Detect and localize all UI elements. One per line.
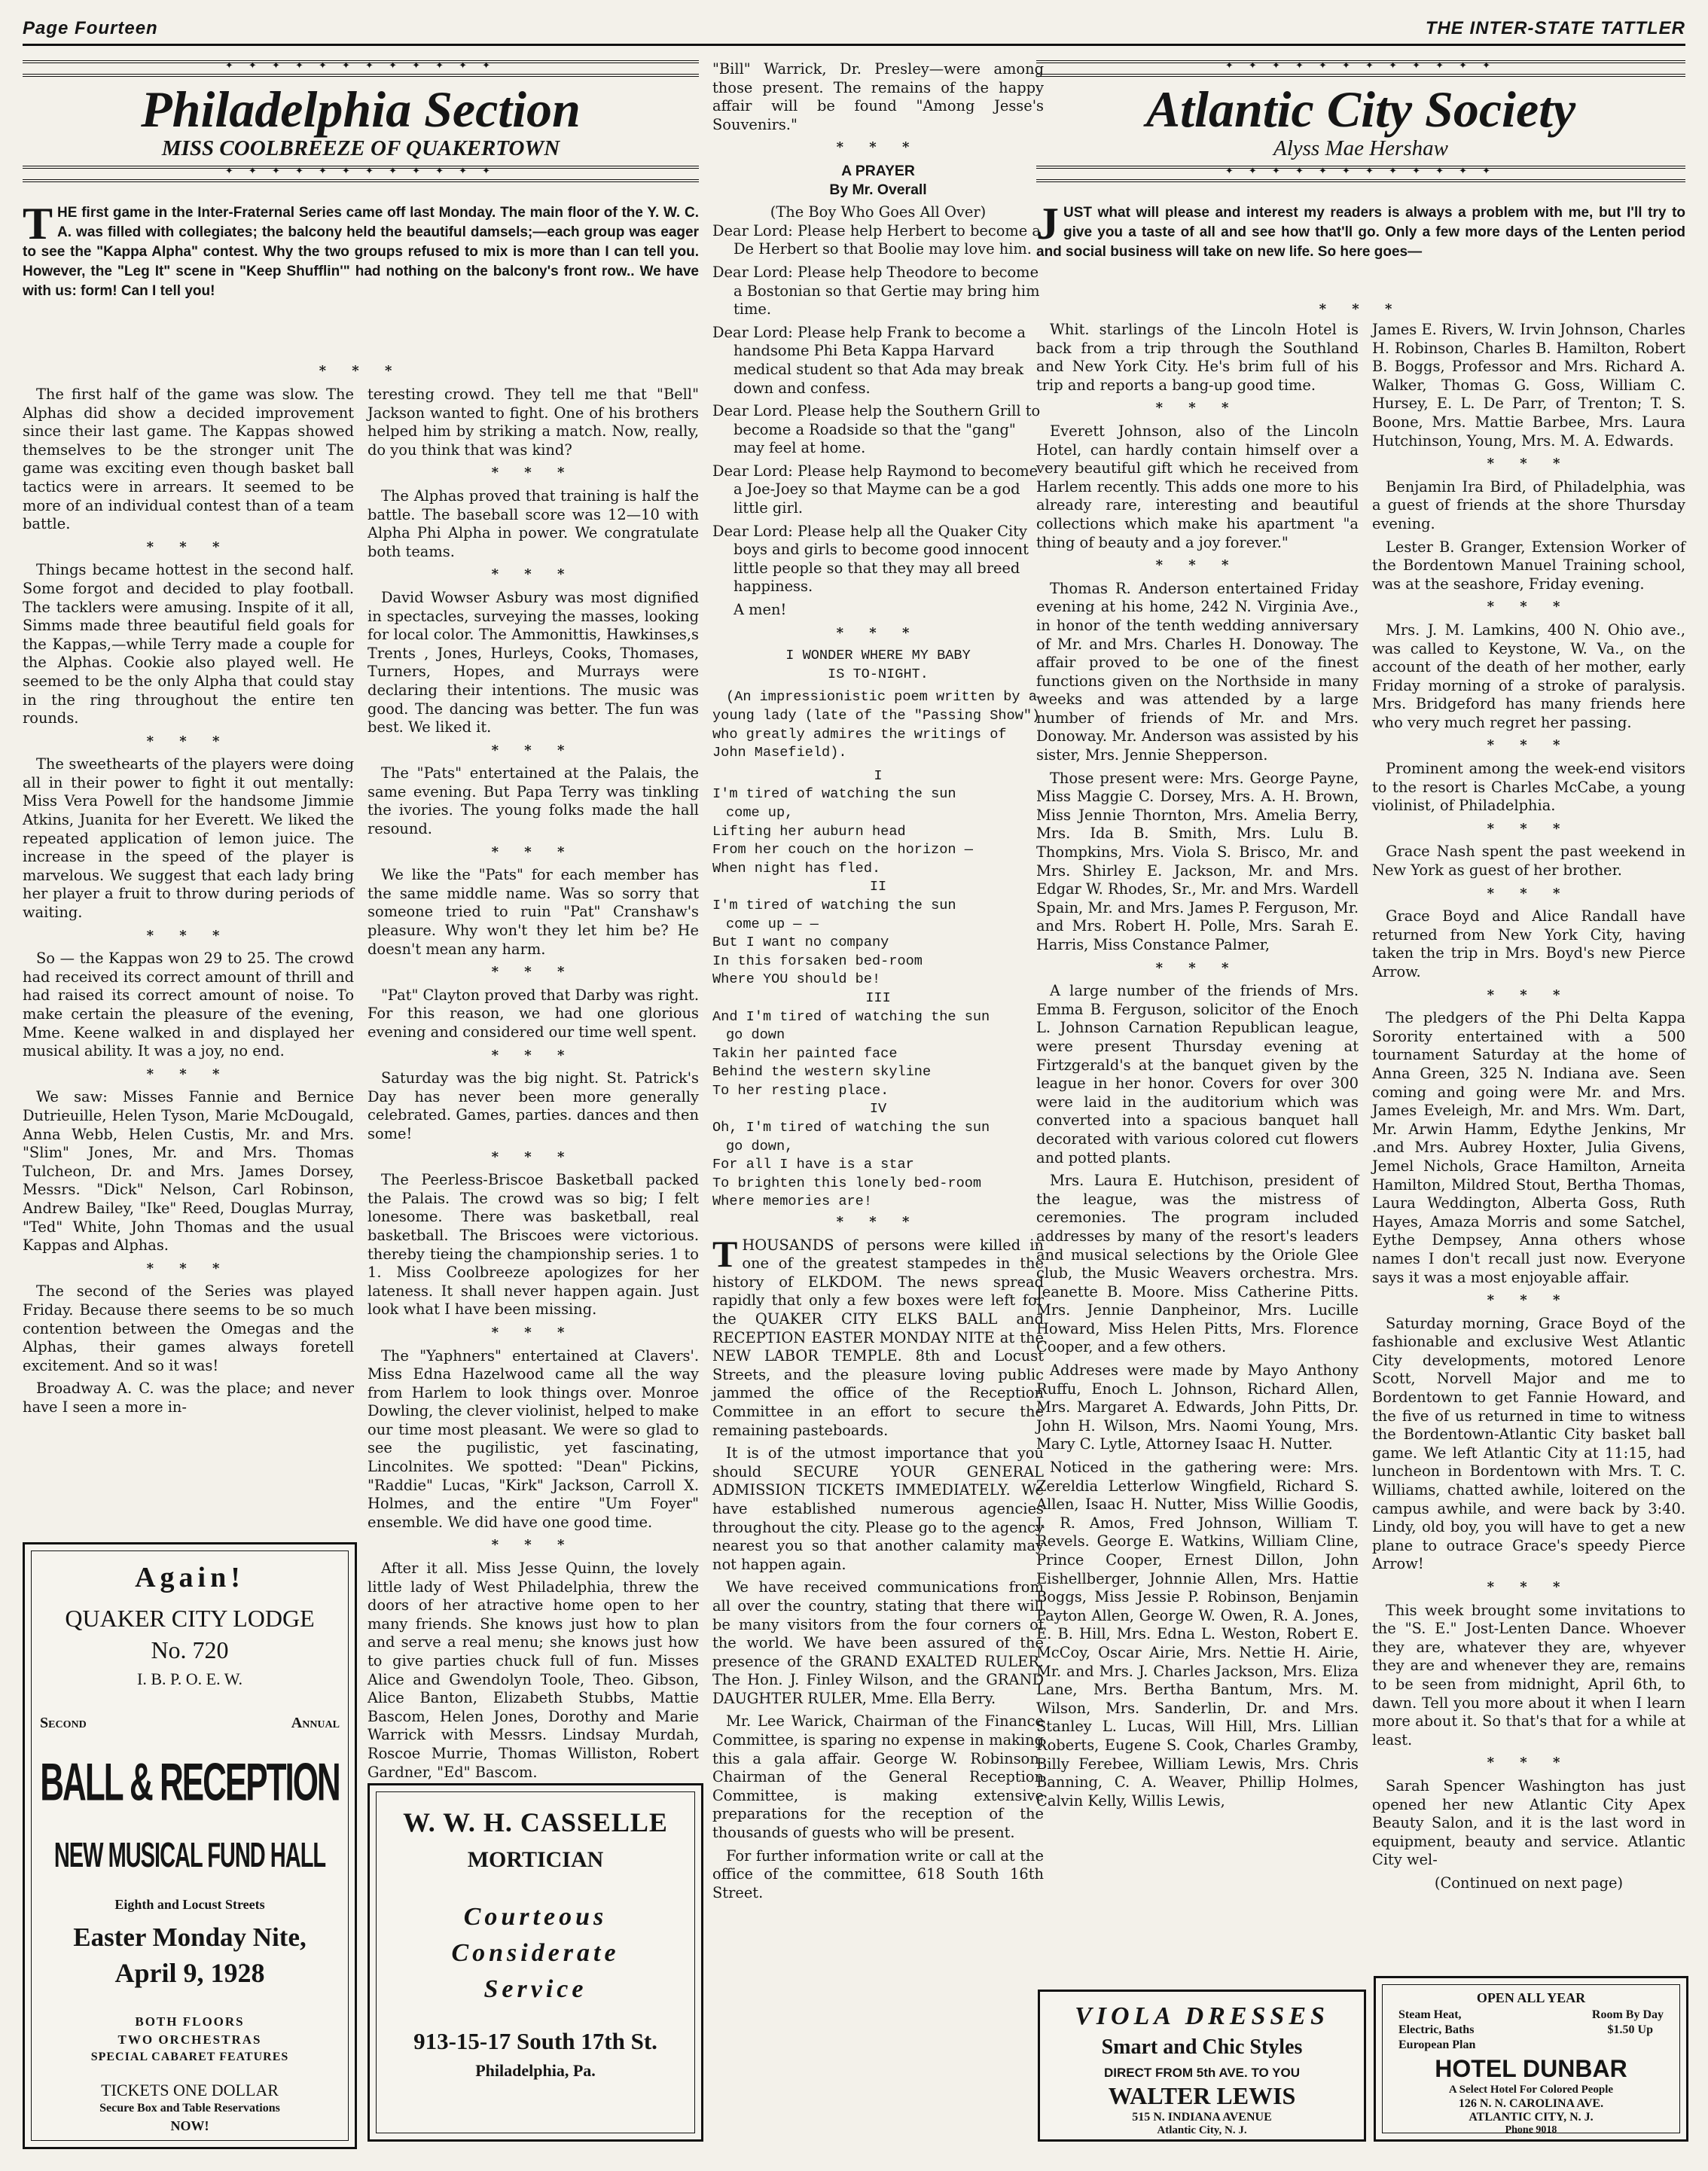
atlantic-city-header [1036, 60, 1685, 187]
poem-line: To brighten this lonely bed-room [712, 1175, 982, 1191]
divider-dots: * * * [1155, 557, 1240, 574]
poem-line: come up — — [726, 916, 819, 932]
paragraph: It is of the utmost importance that you should SECURE YOUR GENERAL ADMISSION TICKETS IMMEDIATELY. We have established numerous agencies throughout the city. Please go to the agency nearest you so that another calamity may not happen again. [712, 1444, 1044, 1573]
ad-hall: NEW MUSICAL FUND HALL [53, 1837, 326, 1876]
divider-dots: * * * [836, 624, 920, 641]
ad-lodge: QUAKER CITY LODGE [65, 1605, 315, 1632]
casselle-mortician-ad [368, 1783, 703, 2142]
poem-line: For all I have is a star [712, 1157, 914, 1173]
poem-title: IS TO-NIGHT. [828, 666, 929, 682]
prayer-line: Dear Lord: Please help Frank to become a handsome Phi Beta Kappa Harvard medical student so that Ada may break down and confess. [712, 323, 1026, 397]
paragraph: Everett Johnson, also of the Lincoln Hotel, can hardly contain himself over a very beautiful gift which he received from Harlem recently. This adds one more to his already rare, interesting and beautiful collections which make his apartment "a thing of beauty and a joy forever." [1036, 422, 1359, 551]
poem-line: I'm tired of watching the sun [712, 786, 956, 803]
paragraph: Sarah Spencer Washington has just opened her new Atlantic City Apex Beauty Salon, and it is the last word in equipment, beauty and service. Atlantic City wel- [1372, 1776, 1685, 1869]
divider-dots: * * * [319, 363, 403, 379]
poem [712, 647, 1044, 1212]
divider-dots: * * * [1319, 301, 1403, 317]
newspaper-page [23, 14, 1685, 2160]
paragraph: We have received communications from all over the country, stating that there will be many visitors from the four corners of the world. We have been assured of the presence of the GRAND EXALTED RULER. The Hon. J. Finley Wilson, and the GRAND DAUGHTER RULER, Mme. Ella Berry. [712, 1578, 1044, 1707]
ornament-rule [23, 166, 699, 182]
poem-intro: (An impressionistic poem written by a young lady (late of the "Passing Show") who greatly admires the writings of John Masefield). [712, 689, 1041, 761]
ad-again: Again! [135, 1562, 245, 1593]
ornament-rule [23, 60, 699, 77]
poem-line: Takin her painted face [712, 1045, 898, 1062]
ad-role: MORTICIAN [467, 1847, 604, 1872]
divider-dots: * * * [491, 843, 575, 860]
divider-dots: * * * [491, 566, 575, 583]
poem-line: In this forsaken bed-room [712, 953, 923, 969]
ad-name: W. W. H. CASSELLE [403, 1807, 668, 1837]
philadelphia-column-1 [23, 386, 354, 1421]
paragraph: Thomas R. Anderson entertained Friday evening at his home, 242 N. Virginia Ave., in honor of the tenth wedding anniversary of Mr. and Mrs. Charles H. Donoway. The affair proved to be one of the finest functions given on the Northside in many weeks and was attended by a large number of friends of Mr. and Mrs. Donoway. Mr. Anderson was assisted by his sister, Mrs. Jennie Shepperson. [1036, 579, 1359, 764]
center-column [712, 60, 1044, 1907]
paragraph: We like the "Pats" for each member has the same middle name. Was so sorry that someone tried to ruin "Pat" Cranshaw's pleasure. Why won't they let him be? He doesn't mean any harm. [368, 866, 699, 958]
poem-line: Where YOU should be! [712, 971, 881, 988]
section-title: Philadelphia Section [141, 81, 581, 138]
ornament-rule [1036, 166, 1685, 182]
philadelphia-header [23, 60, 699, 187]
lead-text: HE first game in the Inter-Fraternal Series came off last Monday. The main floor of the Y. W. C. A. was filled with collegiates; the balcony held the beautiful damsels;—each group was eager to see the "Kappa Alpha" contest. Why the two groups refused to mix is more than I can tell you. However, the "Leg It" scene in "Keep Shufflin'" had nothing on the balcony's front row.. We have with us: form! Can I tell you! [23, 205, 699, 299]
ad-ball: BALL & RECEPTION [40, 1753, 340, 1813]
paragraph: Lester B. Granger, Extension Worker of the Bordentown Manuel Training school, was at the seashore, Friday evening. [1372, 538, 1685, 593]
atlantic-city-column-2 [1372, 321, 1685, 1893]
ad-tickets: TICKETS ONE DOLLAR [101, 2081, 279, 2099]
elks-text: HOUSANDS of persons were killed in one of the greatest stampedes in the history of ELKDOM. The news spread rapidly that only a few boxes were left for the QUAKER CITY ELKS BALL and RECEPTION EASTER MONDAY NITE at the NEW LABOR TEMPLE. 8th and Locust Streets, and the pleasure loving public jammed the office of the Reception Committee in an effort to secure the remaining pasteboards. [712, 1236, 1044, 1439]
stanza-number: II [869, 879, 887, 895]
hotel-dunbar-ad [1374, 1976, 1688, 2142]
section-subtitle: MISS COOLBREEZE OF QUAKERTOWN [161, 136, 560, 160]
ad-floors: BOTH FLOORS [135, 2014, 245, 2029]
prayer-line: Dear Lord: Please help all the Quaker City boys and girls to become good innocent little people so that they may all breed happiness. [712, 522, 1029, 596]
ad-streets: Eighth and Locust Streets [114, 1897, 265, 1912]
drop-cap: T [23, 199, 53, 249]
poem-line: Behind the western skyline [712, 1064, 932, 1081]
poem-line: Where memories are! [712, 1194, 873, 1210]
drop-cap: J [1036, 199, 1059, 249]
poem-line: come up, [726, 804, 794, 821]
prayer-line: Dear Lord: Please help Raymond to become a Joe-Joey so that Mayme can be a god little girl. [712, 462, 1039, 517]
prayer-line: Dear Lord. Please help the Southern Grill to become a Roadside so that the "gang" may feel at home. [712, 402, 1041, 457]
paragraph: A large number of the friends of Mrs. Emma B. Ferguson, solicitor of the Enoch L. Johnson Carnation Republican league, were present Thursday evening at Firtzgerald's at the banquet given by the league in her honor. Covers for over 300 were laid in the auditorium which was converted into a spacious banquet hall decorated with various colored cut flowers and potted plants. [1036, 982, 1359, 1166]
poem-line: From her couch on the horizon — [712, 842, 973, 858]
paragraph: Mrs. J. M. Lamkins, 400 N. Ohio ave., was called to Keystone, W. Va., on the account of the death of her mother, early Friday morning of a stroke of paralysis. Mrs. Bridgeford has many friends here who very much regret her passing. [1372, 621, 1685, 731]
drop-cap: T [712, 1232, 738, 1275]
paragraph: This week brought some invitations to the "S. E." Jost-Lenten Dance. Whoever they are, whatever they are, whyever they are and whenever they are, remains to be seen from midnight, April 6th, to dawn. Tell you more about it when I learn more about it. So that's that for a while at least. [1372, 1601, 1685, 1749]
paragraph: So — the Kappas won 29 to 25. The crowd had received its correct amount of thrill and had raised its correct amount of noise. To make certain the pleasure of the evening, Mme. Keene walked in and displayed her musical ability. It was a joy, no end. [23, 950, 354, 1060]
lead-text: UST what will please and interest my readers is always a problem with me, but I'll try to give you a taste of all and see how that'll go. Only a few more days of the Lenten period and social business will take on new life. So here goes— [1036, 205, 1685, 260]
divider-dots: * * * [1487, 1292, 1571, 1309]
ad-tagline: Smart and Chic Styles [1101, 2035, 1303, 2059]
divider-dots: * * * [146, 927, 230, 944]
divider-dots: * * * [491, 964, 575, 980]
divider-dots: * * * [1155, 400, 1240, 416]
divider-dots: * * * [146, 538, 230, 555]
paragraph: The second of the Series was played Friday. Because there seems to be so much contention between the Omegas and the Alphas, their games always foretell excitement. And so it was! [23, 1282, 354, 1374]
prayer-subtitle: (The Boy Who Goes All Over) [770, 203, 987, 221]
paragraph: Those present were: Mrs. George Payne, Miss Maggie C. Dorsey, Mrs. A. H. Brown, Miss Jennie Thornton, Mrs. Amelia Berry, Mrs. Ida B. Smith, Mrs. Lulu B. Thompkins, Mrs. Viola S. Brisco, Mr. and Mrs. Shirley E. Jackson, Mr. and Mrs. Edgar W. Rhodes, Sr., Mr. and Mrs. Wardell Spain, Mr. and Mrs. James P. Ferguson, Mr. and Mrs. Robert H. Polle, Mrs. Sarah E. Harris, Miss Constance Palmer, [1036, 769, 1359, 953]
divider-dots: * * * [836, 1214, 920, 1230]
ad-select: A Select Hotel For Colored People [1448, 2084, 1614, 2096]
divider-dots: * * * [1487, 456, 1571, 472]
ad-second: Second [40, 1715, 87, 1731]
prayer-byline: By Mr. Overall [829, 181, 927, 198]
philadelphia-lead [23, 199, 699, 301]
ad-order: I. B. P. O. E. W. [137, 1669, 242, 1688]
ad-open: OPEN ALL YEAR [1476, 1990, 1586, 2005]
prayer-title: A PRAYER [841, 162, 915, 179]
ad-address: 126 N. N. CAROLINA AVE. [1458, 2097, 1604, 2110]
ad-city: ATLANTIC CITY, N. J. [1469, 2111, 1594, 2124]
ad-plan: European Plan [1398, 2038, 1476, 2051]
paragraph: For further information write or call at the office of the committee, 618 South 16th Street. [712, 1846, 1044, 1901]
poem-line: To her resting place. [712, 1082, 889, 1099]
paragraph: The pledgers of the Phi Delta Kappa Sorority entertained with a 500 tournament Saturday at the home of Anna Green, 325 N. Indiana ave. Seen coming and going were Mr. and Mrs. James Eveleigh, Mr. and Mrs. Wm. Dart, Mr. Arwin Hamm, Edythe Jenkins, Mr .and Mrs. Aubrey Hoxter, Julia Givens, Jemel Nichols, Grace Hamilton, Arneita Hamilton, Mildred Stout, Bertha Thomas, Laura Weddington, Alberta Goss, Ruth Hayes, Amaza Morris and some Satchel, Eythe Dempsey, Anna others whose names I don't recall just now. Everyone says it was a most enjoyable affair. [1372, 1009, 1685, 1286]
poem-line: When night has fled. [712, 860, 881, 877]
ad-name: VIOLA DRESSES [1075, 2002, 1329, 2030]
ad-room: Room By Day [1591, 2008, 1664, 2021]
ad-owner: WALTER LEWIS [1108, 2082, 1296, 2109]
viola-dresses-ad [1038, 1990, 1366, 2142]
paragraph: teresting crowd. They tell me that "Bell" Jackson wanted to fight. One of his brothers helped him by striking a match. Now, really, do you think that was kind? [368, 386, 699, 459]
divider-dots: * * * [1487, 820, 1571, 837]
poem-line: I'm tired of watching the sun [712, 897, 956, 913]
paragraph: Things became hottest in the second half. Some forgot and decided to play football. The tacklers were amusing. Inspite of it all, Simms made three beautiful field goals for the Kappas,—while Terry made a couple for the Alphas. Cookie also played well. He seemed to be the only Alpha that could stay in the ring throughout the entire ten rounds. [23, 561, 354, 727]
ad-line: Courteous [463, 1903, 608, 1931]
divider-dots: * * * [1155, 959, 1240, 976]
paragraph: Prominent among the week-end visitors to the resort is Charles McCabe, a young violinist, of Philadelphia. [1372, 760, 1685, 815]
paragraph: The "Yaphners" entertained at Clavers'. Miss Edna Hazelwood came all the way from Harlem to look things over. Monroe Dowling, the clever violinist, helped to make our time most pleasant. We were so glad to see the pugilistic, yet fascinating, Lincolnites. We spotted: "Dean" Pickins, "Raddie" Lucas, "Kirk" Jackson, Carroll X. Holmes, and the entire "Um Foyer" ensemble. We did have one good time. [368, 1346, 699, 1531]
ad-orchestras: TWO ORCHESTRAS [117, 2032, 262, 2047]
paragraph: The Peerless-Briscoe Basketball packed the Palais. The crowd was so big; I felt lonesome. There was basketball, real basketball. The Briscoes were victorious. thereby tieing the championship series. 1 to 1. Miss Coolbreeze apologizes for her lateness. It shall never happen again. Just look what I have been missing. [368, 1171, 699, 1319]
header-rule [23, 44, 1685, 46]
divider-dots: * * * [491, 465, 575, 481]
section-byline: Alyss Mae Hershaw [1273, 136, 1448, 160]
stanza-number: III [865, 989, 891, 1006]
page-header [23, 14, 1685, 44]
elks-ball-ad [23, 1542, 357, 2149]
ad-city: Philadelphia, Pa. [475, 2061, 596, 2080]
ad-lodge-number: No. 720 [151, 1636, 229, 1663]
paragraph: Broadway A. C. was the place; and never have I seen a more in- [23, 1380, 354, 1416]
ad-rate: $1.50 Up [1607, 2023, 1653, 2036]
divider-dots: * * * [1487, 1579, 1571, 1595]
ad-line: Service [483, 1975, 587, 2003]
divider-dots: * * * [836, 139, 920, 156]
paragraph: Addreses were made by Mayo Anthony Ruffu, Enoch L. Johnson, Richard Allen, Mrs. Margaret A. Edwards, John Pitts, Dr. John H. Wilson, Mrs. Naomi Young, Mrs. Mary C. Lytle, Attorney Isaac H. Nutter. [1036, 1361, 1359, 1453]
section-title: Atlantic City Society [1145, 81, 1576, 138]
poem-title: I WONDER WHERE MY BABY [785, 648, 971, 664]
divider-dots: * * * [1487, 599, 1571, 615]
paragraph: The Alphas proved that training is half the battle. The baseball score was 12—10 with Alpha Phi Alpha in power. We congratulate both teams. [368, 486, 699, 560]
paragraph: James E. Rivers, W. Irvin Johnson, Charles H. Robinson, Charles B. Hamilton, Robert B. Boggs, Professor and Mrs. Richard A. Walker, Thomas G. Goss, William C. Hursey, E. L. De Parr, of Trenton; T. S. Boone, Mrs. Mattie Barbee, Mrs. Laura Hutchinson, Young, Mrs. M. A. Edwards. [1372, 321, 1685, 450]
paragraph: The first half of the game was slow. The Alphas did show a decided improvement since their last game. The Kappas showed themselves to be the stronger unit The game was exciting even though basket ball tactics were in arrears. It seemed to be more of an individual contest than of a team battle. [23, 386, 354, 533]
ad-nite: Easter Monday Nite, [73, 1922, 307, 1952]
ad-electric: Electric, Baths [1398, 2023, 1475, 2036]
poem-line: And I'm tired of watching the sun [712, 1008, 990, 1025]
paragraph: Saturday morning, Grace Boyd of the fashionable and exclusive West Atlantic City developments, motored Lenore Scott, Norvell Major and me to Bordentown to get Fannie Howard, and the five of us returned in time to witness the Bordentown-Atlantic City basket ball game. We left Atlantic City at 11:15, had luncheon in Bordentown with Mrs. T. C. Williams, chatted awhile, loitered on the campus awhile, and were back by 3:40. Lindy, old boy, you will have to get a new plane to outrace Grace's speedy Pierce Arrow! [1372, 1314, 1685, 1573]
ad-boxes: Secure Box and Table Reservations [99, 2102, 280, 2115]
prayer-line: Dear Lord: Please help Herbert to become a De Herbert so that Boolie may love him. [712, 221, 1041, 258]
ad-line: Considerate [451, 1939, 620, 1967]
atlantic-city-column-1 [1036, 321, 1359, 1815]
paragraph: The "Pats" entertained at the Palais, the same evening. But Papa Terry was tinkling the ivories. The young folks made the hall resound. [368, 764, 699, 838]
poem-line: Oh, I'm tired of watching the sun [712, 1120, 990, 1136]
prayer-line: A men! [734, 601, 787, 619]
ad-address: 913-15-17 South 17th St. [413, 2028, 657, 2054]
ad-hotel-name: HOTEL DUNBAR [1435, 2055, 1627, 2082]
divider-dots: * * * [491, 1148, 575, 1165]
ornament-rule [1036, 60, 1685, 77]
paragraph: Whit. starlings of the Lincoln Hotel is back from a trip through the Southland and New York City. He's brim full of his trip and reports a bang-up good time. [1036, 321, 1359, 394]
paragraph: Benjamin Ira Bird, of Philadelphia, was a guest of friends at the shore Thursday evening. [1372, 477, 1685, 532]
paragraph: "Pat" Clayton proved that Darby was right. For this reason, we had one glorious evening and considered our time well spent. [368, 986, 699, 1041]
ad-address: 515 N. INDIANA AVENUE [1132, 2111, 1272, 2124]
divider-dots: * * * [491, 742, 575, 758]
ad-annual: Annual [291, 1715, 340, 1731]
divider-dots: * * * [491, 1047, 575, 1063]
paragraph: Mrs. Laura E. Hutchison, president of the league, was the mistress of ceremonies. The program included addresses by many of the resort's leaders and musical selections by the Oriole Glee club, the Music Weavers orchestra. Mrs. Jeanette B. Moore. Miss Catherine Pitts. Mrs. Jennie Danpheinor, Mrs. Lucille Howard, Miss Helen Pitts, Mrs. Florence Cooper, and a few others. [1036, 1172, 1359, 1356]
paper-name: THE INTER-STATE TATTLER [1425, 18, 1685, 38]
paragraph: Saturday was the big night. St. Patrick's Day has never been more generally celebrated. Games, parties. dances and then some! [368, 1069, 699, 1142]
paragraph: Grace Boyd and Alice Randall have returned from New York City, having taken the trip in Mrs. Boyd's new Pierce Arrow. [1372, 907, 1685, 980]
ad-phone: Phone 9018 [1505, 2124, 1557, 2136]
stanza-number: I [874, 767, 883, 784]
ad-now: NOW! [170, 2118, 209, 2133]
ad-city: Atlantic City, N. J. [1157, 2124, 1247, 2136]
continued-note: (Continued on next page) [1434, 1874, 1624, 1892]
divider-dots: * * * [146, 1066, 230, 1082]
stanza-number: IV [869, 1101, 887, 1118]
poem-line: go down, [726, 1138, 794, 1154]
page-number: Page Fourteen [23, 18, 158, 38]
ad-steam: Steam Heat, [1398, 2008, 1462, 2021]
prayer-line: Dear Lord: Please help Theodore to become a Bostonian so that Gertie may bring him time. [712, 263, 1040, 319]
divider-dots: * * * [1487, 737, 1571, 754]
paragraph [712, 1232, 1044, 1441]
divider-dots: * * * [146, 733, 230, 749]
paragraph: Grace Nash spent the past weekend in New York as guest of her brother. [1372, 843, 1685, 880]
divider-dots: * * * [491, 1537, 575, 1554]
paragraph: David Wowser Asbury was most dignified in spectacles, surveying the masses, looking for local color. The Ammonittis, Hawkinses,s Trents , Jones, Hurleys, Cooks, Thomases, Turners, Hopes, and Murrays were declaring their intentions. The music was good. The dancing was better. The fun was best. We liked it. [368, 588, 699, 736]
divider-dots: * * * [491, 1324, 575, 1340]
ad-date: April 9, 1928 [114, 1958, 265, 1988]
paragraph: "Bill" Warrick, Dr. Presley—were among those present. The remains of the happy affair will be found "Among Jesse's Souvenirs." [712, 60, 1044, 133]
divider-dots: * * * [146, 1260, 230, 1276]
philadelphia-column-2 [368, 386, 699, 1786]
divider-dots: * * * [1487, 986, 1571, 1003]
atlantic-city-lead [1036, 199, 1685, 262]
paragraph: After it all. Miss Jesse Quinn, the lovely little lady of West Philadelphia, threw the doors of her atractive home open to her many friends. She knows just how to plan and serve a real menu; she knows just how to give parties chuck full of fun. Misses Alice and Gwendolyn Toole, Theo. Gibson, Alice Banton, Elizabeth Stubbs, Mattie Bascom, Helen Jones, Dorothy and Marie Warrick with Messrs. Lindsay Murdah, Roscoe Murrie, Thomas Williston, Robert Gardner, "Ed" Bascom. [368, 1560, 699, 1781]
poem-line: Lifting her auburn head [712, 823, 906, 840]
divider-dots: * * * [1487, 1755, 1571, 1771]
paragraph: The sweethearts of the players were doing all in their power to fight it out mentally: Miss Vera Powell for the handsome Jimmie Atkins, Juanita for her Everett. We liked the repeated application of lemon juice. The increase in the speed of the player is marvelous. We suggest that each lady bring her player a fruit to throw during periods of waiting. [23, 755, 354, 922]
paragraph: Mr. Lee Warick, Chairman of the Finance Committee, is sparing no expense in making this a gala affair. George W. Robinson. Chairman of the General Reception Committee, is making extensive preparations for the reception of the thousands of guests who will be present. [712, 1712, 1044, 1842]
poem-line: go down [726, 1027, 785, 1044]
paragraph: Noticed in the gathering were: Mrs. Zereldia Letterlow Wingfield, Richard S. Allen, Isaac H. Nutter, Miss Willie Goodis, J. R. Amos, Fred Johnson, William T. Revels. George E. Watkins, William Cline, Prince Cooper, Ernest Dillon, John Eishellberger, Johnnie Allen, Mrs. Hattie Boggs, Miss Jessie P. Robinson, Benjamin Payton Allen, George W. Owen, R. A. Jones, E. B. Hill, Mrs. Edna L. Weston, Robert E. McCoy, Oscar Airie, Mrs. Nettie H. Airie, Mr. and Mrs. J. Charles Jackson, Mrs. Eliza Lane, Mrs. Bertha Bantum, Mrs. M. Wilson, Mrs. Sanderlin, Dr. and Mrs. Stanley L. Lucas, Will Hill, Mrs. Lillian Roberts, Eugene S. Cook, Charles Gramby, Billy Ferebee, William Lewis, Mrs. Chris Banning, C. A. Weaver, Phillip Holmes, Calvin Kelly, Willis Lewis, [1036, 1459, 1359, 1810]
ad-direct: DIRECT FROM 5th AVE. TO YOU [1103, 2066, 1301, 2080]
paragraph: We saw: Misses Fannie and Bernice Dutrieuille, Helen Tyson, Marie McDougald, Anna Webb, Helen Custis, Mr. and Mrs. "Slim" Jones, Mr. and Mrs. Thomas Tulcheon, Dr. and Mrs. James Dorsey, Messrs. "Dick" Nelson, Carl Robinson, Andrew Bailey, "Ike" Reed, Douglas Murray, "Ted" White, John Thomas and the usual Kappas and Alphas. [23, 1088, 354, 1255]
divider-dots: * * * [1487, 885, 1571, 901]
poem-line: But I want no company [712, 935, 889, 951]
ad-special: SPECIAL CABARET FEATURES [90, 2051, 289, 2063]
